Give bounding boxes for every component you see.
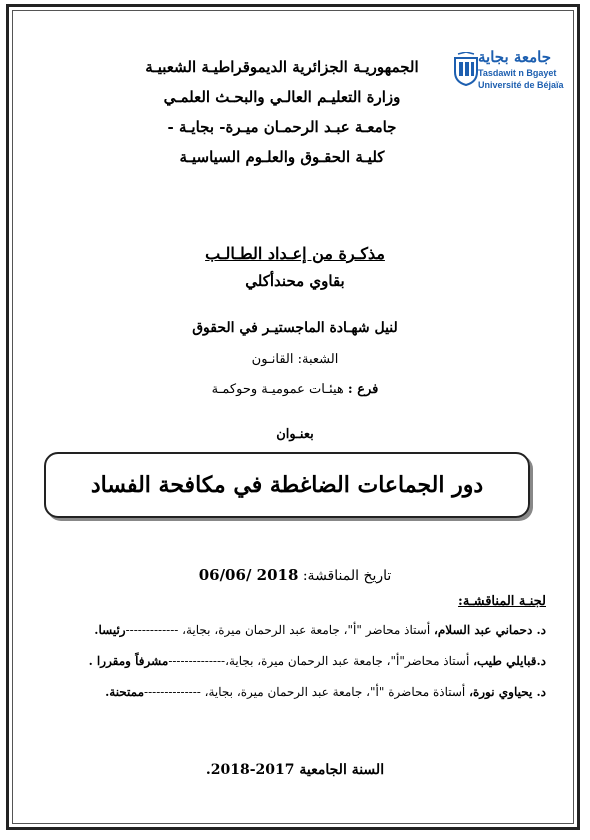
member-description: أستاذة محاضرة "أ"، جامعة عبد الرحمان ميرة، بجاية، --------------	[144, 685, 470, 699]
specialty-line	[0, 382, 590, 397]
header-line-faculty: كليـة الحقـوق والعلـوم السياسيـة	[179, 148, 385, 166]
degree-line: لنيل شهـادة الماجستيـر في الحقوق	[192, 320, 398, 336]
member-role: ممتحنة.	[105, 685, 145, 699]
header-line-ministry: وزارة التعليـم العالـي والبحـث العلمـي	[163, 88, 401, 106]
logo-french-text: Université de Béjaïa	[478, 80, 564, 90]
defense-date: 2018 /06/06	[198, 566, 299, 584]
logo-tamazight-text: Tasdawit n Bgayet	[478, 68, 557, 78]
specialty-label: فرع :	[347, 382, 379, 397]
university-emblem-icon	[452, 52, 480, 86]
committee-member	[26, 646, 546, 677]
branch-line: الشعبة: القانـون	[251, 352, 339, 367]
academic-year: السنة الجامعية 2017-2018.	[205, 762, 385, 778]
header-line-republic: الجمهوريـة الجزائرية الديموقراطيـة الشعبيـة	[145, 58, 419, 76]
member-name: د. يحياوي نورة،	[469, 685, 546, 699]
defense-date-line	[0, 566, 590, 584]
title-label: بعنـوان	[276, 427, 314, 442]
logo-arabic-text: جامعة بجاية	[478, 48, 552, 66]
university-logo	[440, 48, 564, 108]
defense-date-label: تاريخ المناقشة:	[302, 568, 392, 584]
thesis-title-box	[44, 452, 530, 518]
header-line-university: جامعـة عبـد الرحمـان ميـرة- بجايـة -	[167, 118, 397, 136]
member-name: د. دحماني عبد السلام،	[434, 623, 546, 637]
institution-header	[132, 52, 432, 172]
prepared-by-label: مذكـرة من إعـداد الطـالـب	[205, 244, 385, 263]
committee-heading: لجنـة المناقشـة:	[458, 594, 546, 609]
member-role: رئيسا.	[94, 623, 126, 637]
member-name: د.قبايلي طيب،	[473, 654, 546, 668]
member-description: أستاذ محاضر"أ"، جامعة عبد الرحمان ميرة، بجاية،--------------	[168, 654, 474, 668]
committee-section	[26, 594, 546, 708]
student-name: بقاوي محندأكلي	[245, 272, 345, 290]
committee-member	[26, 677, 546, 708]
member-role: مشرفاً ومقررا .	[88, 654, 169, 668]
committee-member	[26, 615, 546, 646]
thesis-title: دور الجماعات الضاغطة في مكافحة الفساد	[90, 472, 484, 498]
specialty-value: هيئـات عموميـة وحوكمـة	[211, 382, 344, 397]
member-description: أستاذ محاضر "أ"، جامعة عبد الرحمان ميرة، بجاية، -------------	[125, 623, 434, 637]
